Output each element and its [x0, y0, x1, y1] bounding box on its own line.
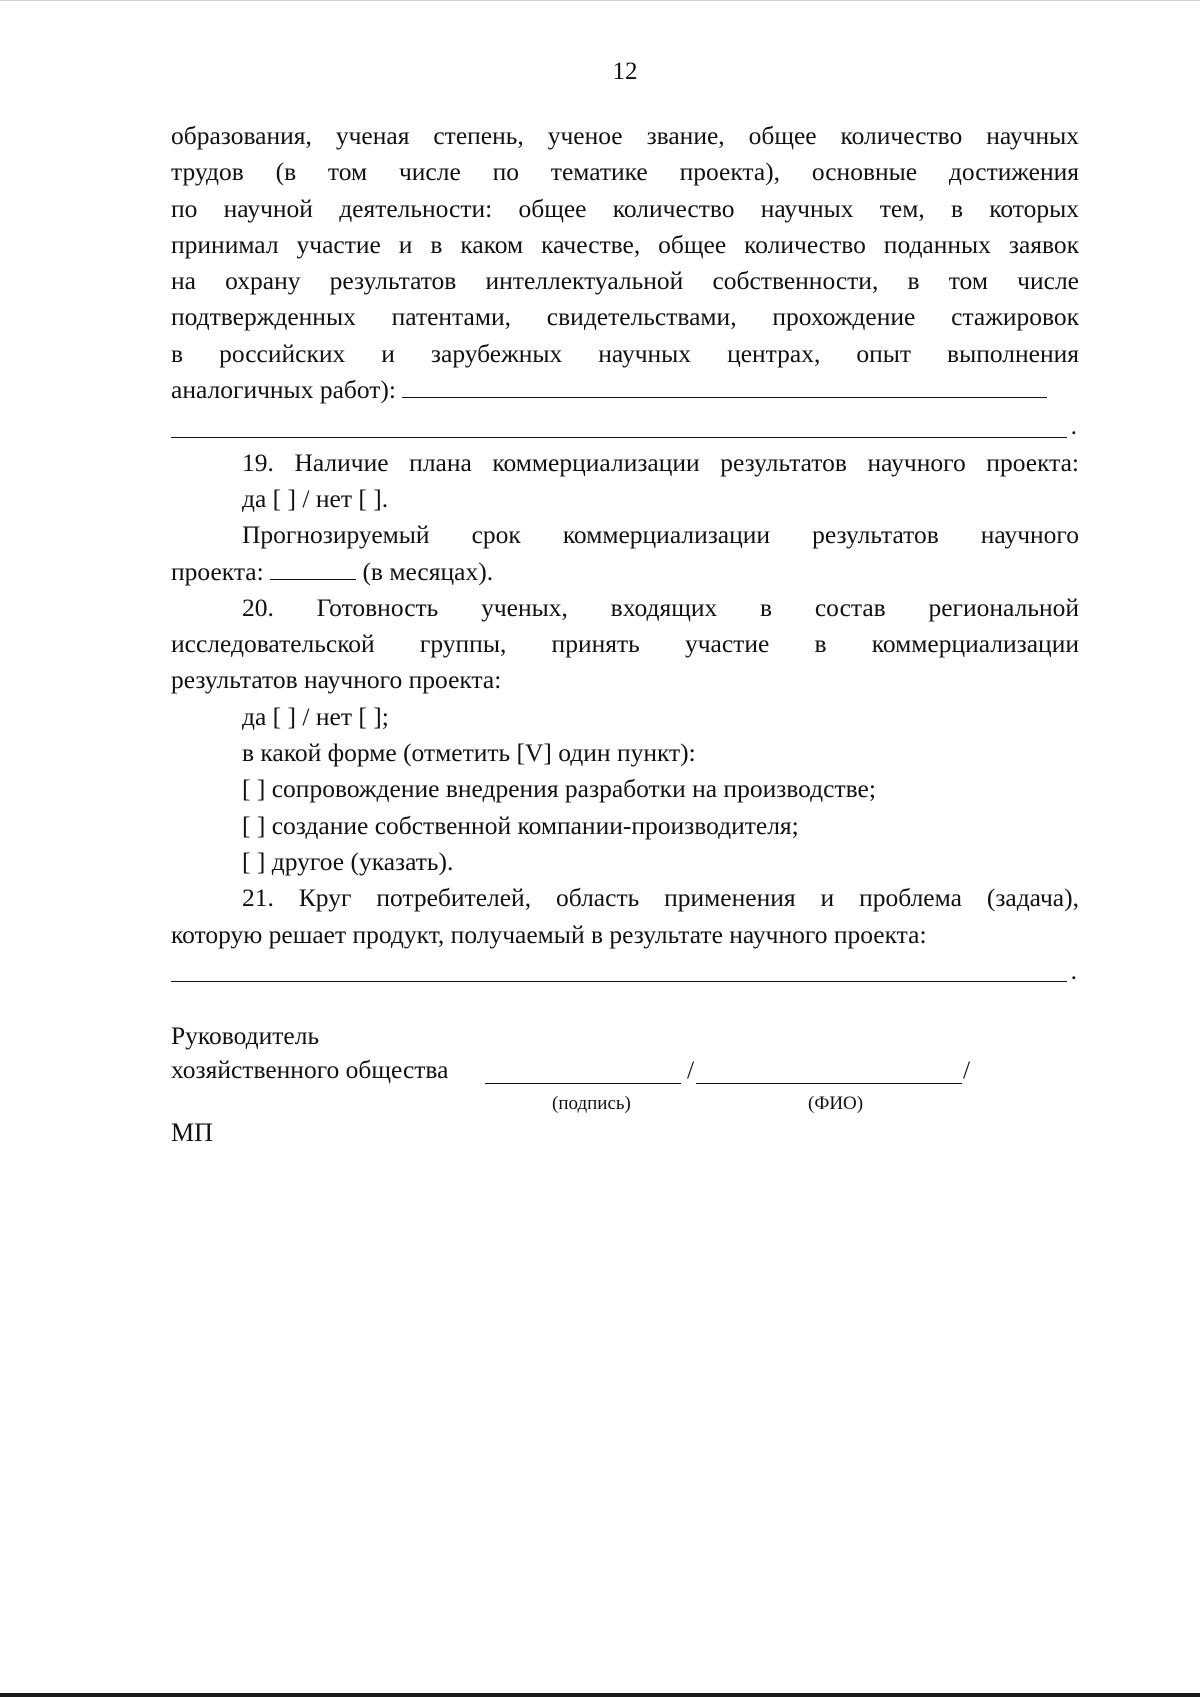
- item-21-line: которую решает продукт, получаемый в результате научного проекта:: [171, 919, 927, 949]
- months-field[interactable]: [270, 555, 356, 580]
- intro-line: в российских и зарубежных научных центрах, опыт выполнения: [171, 338, 1079, 368]
- line-end-period: .: [1070, 955, 1077, 985]
- item-20-line: результатов научного проекта:: [171, 665, 502, 695]
- intro-line: по научной деятельности: общее количество научных тем, в которых: [171, 193, 1079, 223]
- signature-role-line: [171, 1019, 1071, 1053]
- signature-role: Руководитель: [171, 1021, 320, 1050]
- item-19-forecast-end: [171, 554, 1079, 590]
- form-body: [171, 118, 1079, 989]
- intro-last-line: [171, 372, 1079, 408]
- item-20-form-question: в какой форме (отметить [V] один пункт):: [242, 738, 696, 768]
- fill-in-rule: [171, 437, 1067, 438]
- fill-in-line-full[interactable]: [171, 408, 1079, 444]
- line-end-period: .: [1070, 411, 1077, 441]
- scan-edge-bottom: [0, 1693, 1200, 1697]
- stamp-place-label: МП: [171, 1118, 213, 1147]
- item-20-choice[interactable]: [ ] создание собственной компании-производителя;: [242, 810, 799, 840]
- item-20-choice[interactable]: [ ] сопровождение внедрения разработки на производстве;: [242, 774, 876, 804]
- item-19-options: да [ ] / нет [ ].: [242, 483, 389, 513]
- intro-line: на охрану результатов интеллектуальной собственности, в том числе: [171, 266, 1079, 296]
- signature-block: [171, 1019, 1071, 1114]
- intro-line: трудов (в том числе по тематике проекта), основные достижения: [171, 157, 1079, 187]
- intro-last-text: аналогичных работ):: [171, 375, 396, 405]
- fill-in-rule: [171, 981, 1067, 982]
- item-20-options: да [ ] / нет [ ];: [242, 701, 389, 731]
- signature-caption: (подпись): [552, 1093, 631, 1114]
- item-20-line: исследовательской группы, принять участие в коммерциализации: [171, 629, 1079, 659]
- forecast-suffix: (в месяцах).: [362, 556, 494, 586]
- forecast-prefix: проекта:: [171, 556, 264, 586]
- full-name-caption: (ФИО): [808, 1093, 864, 1114]
- fill-in-line[interactable]: [402, 373, 1047, 398]
- page-number: 12: [612, 58, 638, 85]
- intro-line: образования, ученая степень, ученое звание, общее количество научных: [171, 121, 1079, 150]
- item-20-choice[interactable]: [ ] другое (указать).: [242, 846, 454, 876]
- signature-field[interactable]: [485, 1059, 681, 1084]
- item-20-heading: 20. Готовность ученых, входящих в состав региональной: [242, 592, 1079, 622]
- scan-edge-top: [0, 0, 1200, 1]
- item-21-heading: 21. Круг потребителей, область применения и проблема (задача),: [242, 883, 1079, 913]
- item-19-forecast: Прогнозируемый срок коммерциализации результатов научного: [242, 520, 1079, 550]
- signature-role: хозяйственного общества: [171, 1055, 449, 1084]
- full-name-field[interactable]: [696, 1059, 962, 1084]
- signature-line: [171, 1053, 1071, 1087]
- intro-line: принимал участие и в каком качестве, общее количество поданных заявок: [171, 229, 1079, 259]
- item-19-heading: 19. Наличие плана коммерциализации результатов научного проекта:: [242, 447, 1079, 477]
- fill-in-line-full[interactable]: [171, 953, 1079, 989]
- slash: /: [687, 1055, 695, 1084]
- intro-line: подтвержденных патентами, свидетельствами, прохождение стажировок: [171, 302, 1079, 332]
- slash: /: [963, 1055, 971, 1084]
